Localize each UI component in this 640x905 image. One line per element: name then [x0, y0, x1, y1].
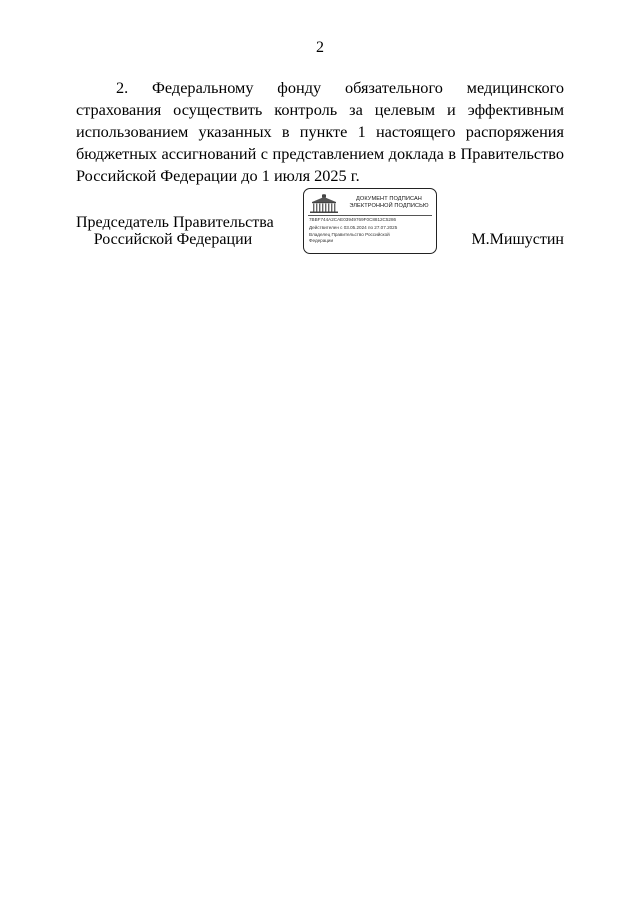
paragraph-item-2: 2. Федеральному фонду обязательного медицинского страхования осуществить контроль за целевым и эффективным использованием указанных в пункте 1 настоящего распоряжения бюджетных ассигнований с представлением доклада в Правительство Российской Федерации до 1 июля 2025 г.: [76, 78, 564, 185]
page-number: 2: [316, 39, 324, 56]
stamp-heading-line-1: ДОКУМЕНТ ПОДПИСАН: [356, 196, 422, 202]
government-building-icon: [309, 194, 339, 214]
signer-title: [76, 214, 274, 248]
certificate-serial: 7BBF744A2CAE03949769F0C8812C5286: [309, 217, 397, 222]
electronic-signature-stamp: [303, 188, 437, 254]
stamp-heading-line-2: ЭЛЕКТРОННОЙ ПОДПИСЬЮ: [349, 203, 429, 209]
stamp-separator: [308, 215, 432, 216]
signer-title-line-2: Российской Федерации: [93, 231, 253, 248]
certificate-owner-line-2: Федерации: [309, 238, 334, 243]
certificate-owner-line-1: Владелец Правительство Российской: [309, 232, 390, 237]
stamp-heading: [342, 196, 436, 210]
signer-name: М.Мишустин: [471, 231, 564, 248]
certificate-validity: Действителен с 03.05.2024 по 27.07.2025: [309, 225, 398, 230]
signer-title-line-1: Председатель Правительства: [76, 214, 274, 231]
